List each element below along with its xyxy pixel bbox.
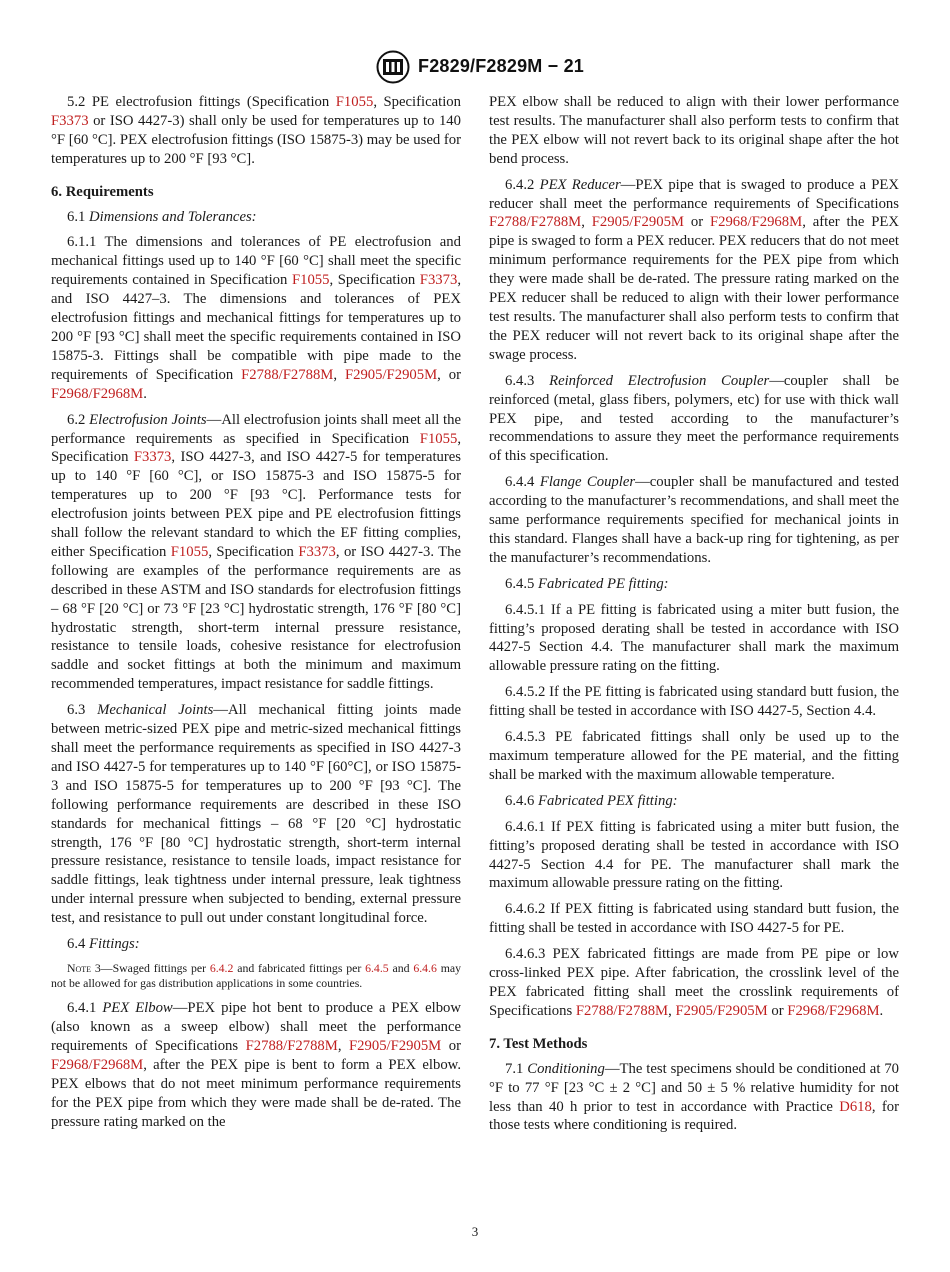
para-6-3: 6.3 Mechanical Joints—All mechanical fitting joints made between metric-sized PEX pipe and metric-sized mechanical fittings shall meet the performance requirements as specified in ISO 4427-3 and ISO 4427-5 for temperatures up to 140 °F [60°C], or ISO 15875-3 and ISO 15875-5 for temperatures up to 200 °F [93 °C]. The following performance requirements are described in these ISO standards for mechanical fittings – 68 °F [20 °C] hydrostatic strength, 176 °F [80 °C] hydrostatic strength, short-term internal pressure resistance, resistance to tensile loads, impact resistance for saddle fittings, leak tightness under internal pressure, leak tightness under internal pressure when subjected to bending, external pressure test, and resistance to pull out under constant longitudinal force. — [51, 702, 461, 927]
left-column — [51, 93, 461, 1139]
page-header — [0, 50, 950, 90]
standard-designation: F2829/F2829M − 21 — [418, 56, 585, 76]
ref-f2968[interactable]: F2968/F2968M — [51, 385, 144, 402]
ref-f2788[interactable]: F2788/F2788M — [245, 1038, 338, 1055]
section-6-heading: 6. Requirements — [51, 183, 154, 200]
para-6-1: 6.1 Dimensions and Tolerances: — [67, 208, 257, 225]
ref-f2788[interactable]: F2788/F2788M — [575, 1002, 669, 1019]
para-6-4-5-1: 6.4.5.1 If a PE fitting is fabricated using a miter butt fusion, the fitting’s proposed derating shall be tested in accordance with ISO 4427-5 Section 4.4. The manufacturer shall mark the maximum allowable pressure rating on the fitting. — [489, 601, 899, 675]
section-7-heading: 7. Test Methods — [489, 1035, 588, 1052]
para-6-2: 6.2 Electrofusion Joints—All electrofusion joints shall meet all the performance requirements as specified in Specification F1055, Specification F3373, ISO 4427-3, and ISO 4427-5 for temperatures up to 140 °F [60 °C], or ISO 15875-3 and ISO 15875-5 for temperatures up to 200 °F [93 °C]. Performance tests for electrofusion joints between PEX pipe and PE electrofusion fittings shall follow the relevant standard to which the EF fitting complies, either Specification F1055, Specification F3373, or ISO 4427-3. The following are examples of the performance requirements are as described in these ASTM and ISO standards for electrofusion fittings – 68 °F [20 °C] or 73 °F [23 °C] hydrostatic strength, 176 °F [80 °C] hydrostatic strength, short-term internal pressure resistance, resistance to tensile loads, cohesive resistance for electrofusion saddle and socket fittings at both the minimum and maximum recommended temperatures, impact resistance for saddle fittings. — [51, 411, 462, 693]
para-6-4-1-continued: PEX elbow shall be reduced to align with their lower performance test results. The manufacturer shall also perform tests to confirm that the PEX elbow will not revert back to its original shape after the hot bend process. — [489, 94, 899, 167]
para-6-4: 6.4 Fittings: — [67, 936, 140, 953]
para-6-4-5-3: 6.4.5.3 PE fabricated fittings shall only be used up to the maximum temperature allowed for the PE material, and the fitting shall be marked with the maximum allowable temperature. — [489, 729, 899, 783]
ref-section-6-4-5[interactable]: 6.4.5 — [365, 960, 389, 975]
ref-f2905[interactable]: F2905/F2905M — [675, 1002, 768, 1019]
para-7-1: 7.1 Conditioning—The test specimens should be conditioned at 70 °F to 77 °F [23 °C ± 2 °C] and 50 ± 5 % relative humidity for not less than 40 h prior to test in accordance with Practice D618, for those tests where conditioning is required. — [489, 1060, 900, 1134]
ref-f1055[interactable]: F1055 — [291, 272, 330, 289]
ref-f2788[interactable]: F2788/F2788M — [241, 366, 334, 383]
page-number: 3 — [471, 1224, 479, 1239]
ref-f2968[interactable]: F2968/F2968M — [787, 1002, 880, 1019]
ref-f2968[interactable]: F2968/F2968M — [51, 1057, 144, 1074]
right-column — [489, 93, 899, 1142]
ref-d618[interactable]: D618 — [839, 1098, 872, 1115]
para-6-4-4: 6.4.4 Flange Coupler—coupler shall be manufactured and tested according to the manufacturer’s recommendations, and shall meet the same performance requirements specified for mechanical joints in this standard. Flanges shall have a back-up ring for tightening, as per the manufacturer’s recommendations. — [489, 474, 900, 566]
para-5-2: 5.2 PE electrofusion fittings (Specification F1055, Specification F3373 or ISO 4427-3) shall only be used for temperatures up to 140 °F [60 °C]. PEX electrofusion fittings (ISO 15875-3) may be used for temperatures up to 200 °F [93 °C]. — [51, 94, 461, 167]
ref-f2968[interactable]: F2968/F2968M — [709, 214, 803, 231]
astm-logo-icon — [376, 50, 410, 84]
ref-f1055[interactable]: F1055 — [170, 543, 209, 560]
para-6-4-5-2: 6.4.5.2 If the PE fitting is fabricated using standard butt fusion, the fitting shall be tested in accordance with ISO 4427-5, Section 4.4. — [489, 684, 899, 720]
ref-f3373[interactable]: F3373 — [51, 112, 89, 129]
para-6-4-2: 6.4.2 PEX Reducer—PEX pipe that is swaged to produce a PEX reducer shall meet the performance requirements of Specifications F2788/F2788M, F2905/F2905M or F2968/F2968M, after the PEX pipe is swaged to form a PEX reducer. PEX reducers that do not meet minimum performance requirements for the PEX pipe from which they were made shall be de-rated. The pressure rating marked on the PEX reducer shall be reduced to align with their lower performance test results. The manufacturer shall also perform tests to confirm that the PEX reducer will not revert back to its original shape after the swage process. — [489, 176, 900, 363]
ref-f1055[interactable]: F1055 — [335, 94, 374, 110]
ref-f2905[interactable]: F2905/F2905M — [349, 1038, 442, 1055]
note-3: Note 3—Swaged fittings per 6.4.2 and fabricated fittings per 6.4.5 and 6.4.6 may not be allowed for gas distribution applications in some countries. — [51, 960, 462, 991]
para-6-4-5: 6.4.5 Fabricated PE fitting: — [505, 575, 669, 592]
ref-f3373[interactable]: F3373 — [419, 272, 458, 289]
ref-f2905[interactable]: F2905/F2905M — [591, 214, 684, 231]
para-6-4-6-2: 6.4.6.2 If PEX fitting is fabricated using standard butt fusion, the fitting shall be tested in accordance with ISO 4427-5 for PE. — [489, 901, 899, 937]
para-6-4-1: 6.4.1 PEX Elbow—PEX pipe hot bent to produce a PEX elbow (also known as a sweep elbow) shall meet the performance requirements of Specifications F2788/F2788M, F2905/F2905M or F2968/F2968M, after the PEX pipe is bent to form a PEX elbow. PEX elbows that do not meet minimum performance requirements for the PEX pipe from which they were made shall be de-rated. The pressure rating marked on the — [51, 1000, 461, 1130]
ref-f3373[interactable]: F3373 — [298, 543, 336, 560]
ref-section-6-4-6[interactable]: 6.4.6 — [413, 960, 437, 975]
para-6-4-6-1: 6.4.6.1 If PEX fitting is fabricated using a miter butt fusion, the fitting’s proposed derating shall be tested in accordance with ISO 4427-5 Section 4.4 for PE. The manufacturer shall mark the maximum allowable pressure rating on the fitting. — [489, 818, 899, 892]
ref-f1055[interactable]: F1055 — [419, 430, 458, 447]
ref-f3373[interactable]: F3373 — [133, 449, 172, 466]
para-6-1-1: 6.1.1 The dimensions and tolerances of PE electrofusion and mechanical fittings used up to 140 °F [60 °C] shall meet the specific requirements contained in Specification F1055, Specification F3373, and ISO 4427–3. The dimensions and tolerances of PEX electrofusion fittings and mechanical fittings for temperatures up to 200 °F [93 °C] shall meet the specific requirements contained in ISO 15875-3. Fittings shall be compatible with pipe made to the requirements of Specification F2788/F2788M, F2905/F2905M, or F2968/F2968M. — [51, 234, 461, 402]
ref-f2905[interactable]: F2905/F2905M — [344, 366, 438, 383]
ref-f2788[interactable]: F2788/F2788M — [489, 214, 582, 231]
ref-section-6-4-2[interactable]: 6.4.2 — [209, 960, 234, 975]
para-6-4-3: 6.4.3 Reinforced Electrofusion Coupler—coupler shall be reinforced (metal, glass fibers, polymers, etc) for use with thick wall PEX pipe, and tested according to the manufacturer’s recommendations to assure they meet the performance requirements of this specification. — [489, 372, 899, 465]
para-6-4-6-3: 6.4.6.3 PEX fabricated fittings are made from PE pipe or low cross-linked PEX pipe. After fabrication, the crosslink level of the PEX fabricated fitting shall meet the crosslink requirements of Specifications F2788/F2788M, F2905/F2905M or F2968/F2968M. — [489, 946, 899, 1019]
para-6-4-6: 6.4.6 Fabricated PEX fitting: — [505, 792, 678, 809]
